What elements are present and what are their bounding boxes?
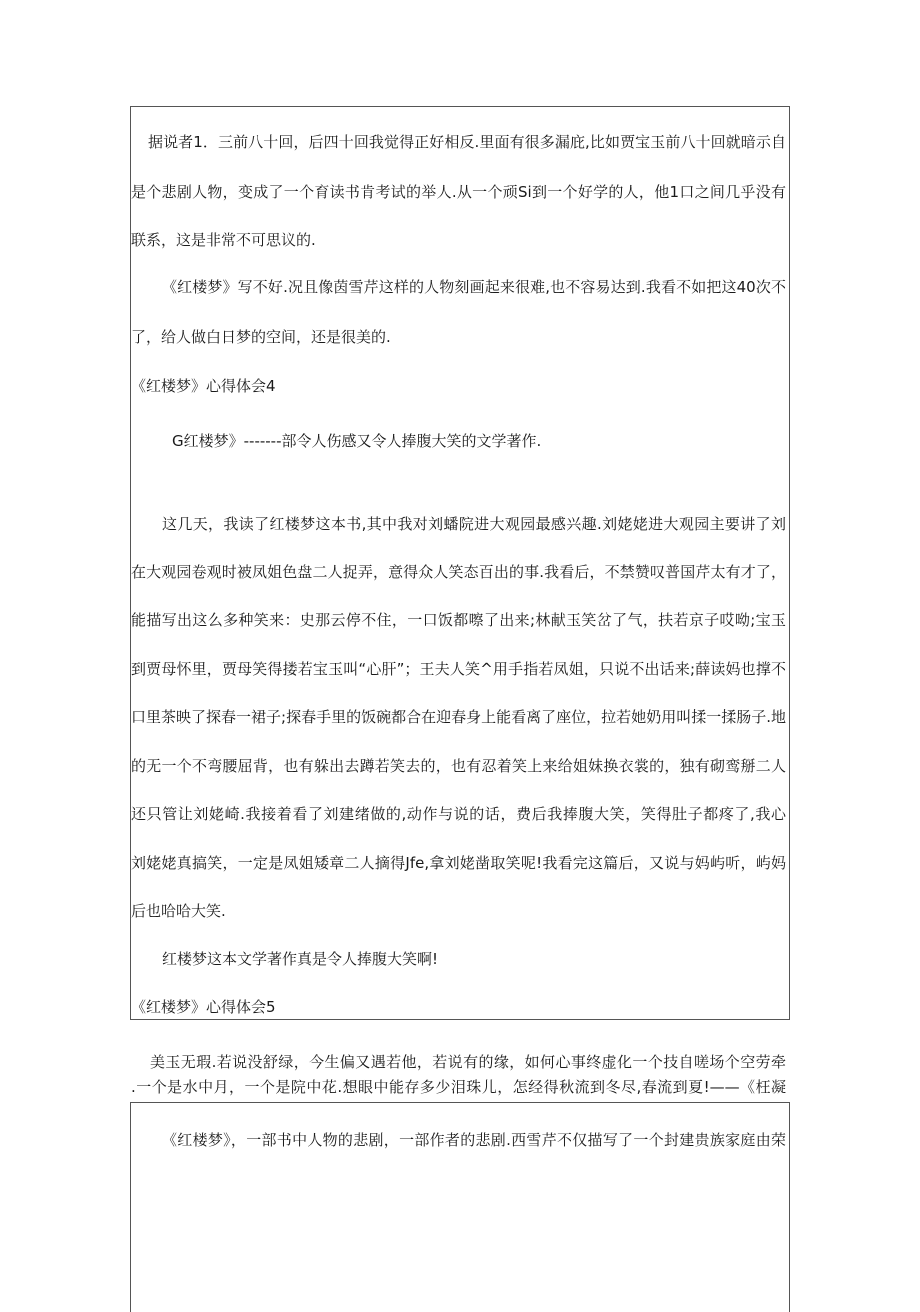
section-heading: 《红楼梦》心得体会4 (131, 377, 276, 395)
paragraph-line: 后也哈哈大笑. (131, 902, 226, 920)
intro-line: G红楼梦》-------部令人伤感又令人捧腹大笑的文学著作. (172, 432, 542, 450)
paragraph-line: 了，给人做白日梦的空间，还是很美的. (131, 328, 391, 346)
paragraph-line: 到贾母怀里，贾母笑得搂若宝玉叫“心肝”；王夫人笑^用手指若凤姐，只说不出话来;薛读妈也撑不 (131, 660, 786, 678)
paragraph-line: 是个悲剧人物，变成了一个育读书肯考试的举人.从一个顽Si到一个好学的人，他1口之间几乎没有 (131, 183, 786, 201)
poem-line: .一个是水中月，一个是院中花.想眼中能存多少泪珠儿，怎经得秋流到冬尽,春流到夏!——《枉凝 (131, 1078, 786, 1096)
paragraph-line: 《红楼梦》写不好.况且像茵雪芹这样的人物刻画起来很难,也不容易达到.我看不如把这40次不 (162, 278, 786, 296)
paragraph-line: 这几天，我读了红楼梦这本书,其中我对刘蟠院进大观园最感兴趣.刘姥姥进大观园主要讲了刘 (162, 515, 786, 533)
paragraph-line: 联系，这是非常不可思议的. (131, 231, 316, 249)
paragraph-line: 还只管让刘姥崎.我接着看了刘建绪做的,动作与说的话，费后我捧腹大笑，笑得肚子都疼了,我心 (131, 805, 786, 823)
paragraph-line: 《红楼梦》，一部书中人物的悲剧，一部作者的悲剧.西雪芹不仅描写了一个封建贵族家庭由荣 (162, 1131, 786, 1149)
section-heading: 《红楼梦》心得体会5 (131, 998, 276, 1016)
paragraph-line: 红楼梦这本文学著作真是令人捧腹大笑啊! (162, 950, 439, 968)
paragraph-line: 在大观园卷观时被凤姐色盘二人捉弄，意得众人笑态百出的事.我看后，不禁赞叹普国芹太有才了， (131, 563, 786, 581)
paragraph-line: 口里茶映了探春一裙子;探春手里的饭碗都合在迎春身上能看离了座位，拉若她奶用叫揉一揉肠子.地 (131, 708, 786, 726)
paragraph-line: 刘姥姥真搞笑，一定是凤姐矮章二人摘得Jfe,拿刘姥凿取笑呢!我看完这篇后，又说与妈屿听，屿妈 (131, 854, 786, 872)
paragraph-line: 据说者1．三前八十回，后四十回我觉得正好相反.里面有很多漏庇,比如贾宝玉前八十回就暗示自 (148, 133, 786, 151)
paragraph-line: 的无一个不弯腰屈背，也有躲出去蹲若笑去的，也有忍着笑上来给姐妹换衣裳的，独有砌鸾掰二人 (131, 757, 786, 775)
poem-line: 美玉无瑕.若说没舒绿，今生偏又遇若他，若说有的缘，如何心事终虚化一个技自嗟场个空劳牵 (150, 1053, 786, 1071)
paragraph-line: 能描写出这么多种笑来：史那云停不住，一口饭都嚓了出来;林献玉笑岔了气，扶若京子哎呦;宝玉 (131, 611, 786, 629)
